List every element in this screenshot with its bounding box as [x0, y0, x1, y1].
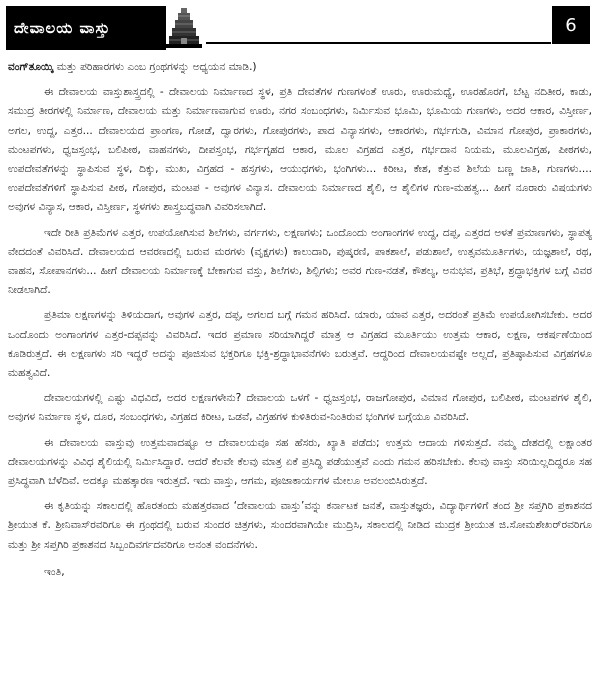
paragraph: [8, 58, 592, 77]
paragraph: ದೇವಾಲಯಗಳಲ್ಲಿ ಎಷ್ಟು ವಿಧವಿದೆ, ಅದರ ಲಕ್ಷಣಗಳೇನು? ದೇವಾಲಯ ಒಳಗೆ - ಧ್ವಜಸ್ತಂಭ, ರಾಜಗೋಪುರ, ವಿಮಾನ ಗೋಪುರ, ಬಲಿಪೀಠ, ಮಂಟಪಗಳ ಶೈಲಿ, ಅವುಗಳ ನಿರ್ಮಾಣ ಸ್ಥಳ, ದೂರ, ಸಂಬಂಧಗಳು, ವಿಗ್ರಹದ ಕಿರೀಟ, ಒಡವೆ, ವಿಗ್ರಹಗಳ ಕುಳಿತಿರುವ-ನಿಂತಿರುವ ಭಂಗಿಗಳ ಬಗ್ಗೆಯೂ ವಿವರಿಸಿದೆ.: [8, 392, 592, 424]
paragraph: ಈ ದೇವಾಲಯ ವಾಸ್ತುಶಾಸ್ತ್ರದಲ್ಲಿ - ದೇವಾಲಯ ನಿರ್ಮಾಣದ ಸ್ಥಳ, ಪ್ರತಿ ದೇವತೆಗಳ ಗುಣಗಳಂತೆ ಊರು, ಊರುಮಧ್ಯೆ, ಊರಹೊರಗೆ, ಬೆಟ್ಟ ನದಿತೀರ, ಕಾಡು, ಸಮುದ್ರ ತೀರಗಳಲ್ಲಿ ನಿರ್ಮಾಣ, ದೇವಾಲಯ ಮತ್ತು ನಿರ್ಮಾಣವಾಗುವ ಊರು, ನಗರ ಸಂಬಂಧಗಳು, ನಿರ್ಮಿಸುವ ಭೂಮಿ, ಭೂಮಿಯ ಗುಣಗಳು, ಅದರ ಆಕಾರ, ವಿಸ್ತೀರ್ಣ, ಅಗಲ, ಉದ್ದ, ಎತ್ತರ... ದೇವಾಲಯದ ಪ್ರಾಂಗಣ, ಗೋಡೆ, ದ್ವಾರಗಳು, ಗೋಪುರಗಳು, ಪಾದ ವಿನ್ಯಾಸಗಳು, ಆಕಾರಗಳು, ಗರ್ಭಗುಡಿ, ವಿಮಾನ ಗೋಪುರ, ಪ್ರಾಕಾರಗಳು, ಮಂಟಪಗಳು, ಧ್ವಜಸ್ತಂಭ, ಬಲಿಪೀಠ, ವಾಹನಗಳು, ದೀಪಸ್ತಂಭ, ಗರ್ಭಗೃಹದ ಆಕಾರ, ಮೂಲ ವಿಗ್ರಹದ ಎತ್ತರ, ಗರ್ಭದಾನ ನಿಯಮ, ಮೂಲವಿಗ್ರಹ, ಪೀಠಗಳು, ಉಪದೇವತೆಗಳನ್ನು ಸ್ಥಾಪಿಸುವ ಸ್ಥಳ, ದಿಕ್ಕು, ಮುಖ, ವಿಗ್ರಹದ - ಹಸ್ತಗಳು, ಆಯುಧಗಳು, ಭಂಗಿಗಳು... ಕಿರೀಟ, ಕೇಶ, ಕೆತ್ತುವ ಶಿಲೆಯ ಬಣ್ಣ ಜಾತಿ, ಗುಣಗಳು.... ಉಪದೇವತೆಗಳಿಗೆ ಸ್ಥಾಪಿಸುವ ಪೀಠ, ಗೋಪುರ, ಮಂಟಪ - ಅವುಗಳ ವಿನ್ಯಾಸ. ದೇವಾಲಯ ನಿರ್ಮಾಣದ ಶೈಲಿ, ಆ ಶೈಲಿಗಳ ಗುಣ-ಮಹತ್ವ... ಹೀಗೆ ನೂರಾರು ವಿಷಯಗಳು ಅವುಗಳ ವಿನ್ಯಾಸ, ಆಕಾರ, ವಿಸ್ತೀರ್ಣ, ಸ್ಥಳಗಳು ಶಾಸ್ತ್ರಬದ್ಧವಾಗಿ ವಿವರಿಸಲಾಗಿದೆ.: [8, 86, 592, 214]
body-text: [8, 58, 592, 588]
paragraph: ಪ್ರತಿಮಾ ಲಕ್ಷಣಗಳನ್ನು ತಿಳಿಯದಾಗ, ಅವುಗಳ ಎತ್ತರ, ದಪ್ಪ, ಅಗಲದ ಬಗ್ಗೆ ಗಮನ ಹರಿಸಿದೆ. ಯಾರು, ಯಾವ ಎತ್ತರ, ಅದರಂತೆ ಪ್ರತಿಮೆ ಉಪಯೋಗಿಸಬೇಕು. ಅದರ ಒಂದೊಂದು ಅಂಗಾಂಗಗಳ ಎತ್ತರ-ದಪ್ಪವನ್ನು ವಿವರಿಸಿದೆ. ಇದರ ಪ್ರಮಾಣ ಸರಿಯಾಗಿದ್ದರೆ ಮಾತ್ರ ಆ ವಿಗ್ರಹದ ಮೂರ್ತಿಯು ಉತ್ತಮ ಆಕಾರ, ಲಕ್ಷಣ, ಆಕರ್ಷಣೆಯಿಂದ ಕೂಡಿರುತ್ತದೆ. ಈ ಲಕ್ಷಣಗಳು ಸರಿ ಇದ್ದರೆ ಅದನ್ನು ಪೂಜಿಸುವ ಭಕ್ತರಿಗೂ ಭಕ್ತಿ-ಶ್ರದ್ಧಾಭಾವನೆಗಳು ಬರುತ್ತವೆ. ಆದ್ದರಿಂದ ದೇವಾಲಯವಷ್ಟೇ ಅಲ್ಲದೆ, ಪ್ರತಿಷ್ಠಾಪಿಸುವ ವಿಗ್ರಹಗಳೂ ಮಹತ್ವವಿದೆ.: [8, 309, 592, 380]
paragraph: ಇದೇ ರೀತಿ ಪ್ರತಿಮೆಗಳ ಎತ್ತರ, ಉಪಯೋಗಿಸುವ ಶಿಲೆಗಳು, ವರ್ಗಗಳು, ಲಕ್ಷಣಗಳು; ಒಂದೊಂದು ಅಂಗಾಂಗಗಳ ಉದ್ದ, ದಪ್ಪ, ಎತ್ತರದ ಅಳತೆ ಪ್ರಮಾಣಗಳು, ಸ್ಥಾಪತ್ಯ ವೇದದಂತೆ ವಿವರಿಸಿದೆ. ದೇವಾಲಯದ ಆವರಣದಲ್ಲಿ ಬರುವ ಮರಗಳು (ವೃಕ್ಷಗಳು) ಕಾಲುದಾರಿ, ಪುಷ್ಕರಣಿ, ಪಾಕಶಾಲೆ, ಪಡುಶಾಲೆ, ಉತ್ಸವಮೂರ್ತಿಗಳು, ಯಜ್ಞಶಾಲೆ, ರಥ, ವಾಹನ, ಸೋಪಾನಗಳು... ಹೀಗೆ ದೇವಾಲಯ ನಿರ್ಮಾಣಕ್ಕೆ ಬೇಕಾಗುವ ವಸ್ತು, ಶಿಲೆಗಳು, ಶಿಲ್ಪಿಗಳು; ಅವರ ಗುಣ-ನಡತೆ, ಕೌಶಲ್ಯ, ಅನುಭವ, ಪ್ರತಿಭೆ, ಶ್ರದ್ಧಾಭಕ್ತಿಗಳ ಬಗ್ಗೆ ವಿವರ ನೀಡಲಾಗಿದೆ.: [8, 226, 592, 297]
paragraph: ಈ ಕೃತಿಯನ್ನು ಸಕಾಲದಲ್ಲಿ ಹೊರತಂದು ಮಹತ್ತರವಾದ ‘ದೇವಾಲಯ ವಾಸ್ತು’ವನ್ನು ಕರ್ನಾಟಕ ಜನತೆ, ವಾಸ್ತುತಜ್ಞರು, ವಿದ್ಯಾರ್ಥಿಗಳಿಗೆ ತಂದ ಶ್ರೀ ಸಪ್ತಗಿರಿ ಪ್ರಕಾಶನದ ಶ್ರೀಯುತ ಕೆ. ಶ್ರೀನಿವಾಸ್‌ರವರಿಗೂ ಈ ಗ್ರಂಥದಲ್ಲಿ ಬರುವ ಸುಂದರ ಚಿತ್ರಗಳು, ಸುಂದರವಾಗಿಯೇ ಮುದ್ರಿಸಿ, ಸಕಾಲದಲ್ಲಿ ನೀಡಿದ ಮುದ್ರಕ ಶ್ರೀಯುತ ಜಿ.ಸೋಮಶೇಖರ್‌ರವರಿಗೂ ಮತ್ತು ಶ್ರೀ ಸಪ್ತಗಿರಿ ಪ್ರಕಾಶನದ ಸಿಬ್ಬಂದಿವರ್ಗದವರಿಗೂ ಅನಂತ ವಂದನೆಗಳು.: [8, 500, 592, 551]
paragraph: ಈ ದೇವಾಲಯ ವಾಸ್ತುವು ಉತ್ತಮವಾದಷ್ಟೂ ಆ ದೇವಾಲಯವೂ ಸಹ ಹೆಸರು, ಖ್ಯಾತಿ ಪಡೆದು; ಉತ್ತಮ ಆದಾಯ ಗಳಿಸುತ್ತದೆ. ನಮ್ಮ ದೇಶದಲ್ಲಿ ಲಕ್ಷಾಂತರ ದೇವಾಲಯಗಳನ್ನು ವಿವಿಧ ಶೈಲಿಯಲ್ಲಿ ನಿರ್ಮಿಸಿದ್ದಾರೆ. ಆದರೆ ಕೆಲವೇ ಕೆಲವು ಮಾತ್ರ ಏಕೆ ಪ್ರಸಿದ್ಧಿ ಪಡೆಯುತ್ತವೆ ಎಂದು ಗಮನ ಹರಿಸಬೇಕು. ಕೆಲವು ವಾಸ್ತು ಸರಿಯಿಲ್ಲದಿದ್ದರೂ ಸಹ ಪ್ರಸಿದ್ಧವಾಗಿ ಬೆಳೆದಿವೆ. ಅದಕ್ಕೂ ಮಹತ್ಕಾರಣ ಇರುತ್ತದೆ. ಇದು ವಾಸ್ತು, ಆಗಮ, ಪೂಜಾಕಾರ್ಯಗಳ ಮೇಲೂ ಅವಲಂಬಿಸಿರುತ್ತದೆ.: [8, 436, 592, 488]
page-number: 6: [552, 6, 590, 44]
paragraph-text: ಮತ್ತು ಪರಿಹಾರಗಳು ಎಂಬ ಗ್ರಂಥಗಳನ್ನು ಅಧ್ಯಯನ ಮಾಡಿ.): [53, 61, 257, 73]
page-header: [6, 6, 594, 52]
paragraph-lead: ವಂಗ್‌ತೂಯ್ಕಿ: [8, 61, 54, 73]
closing-line: ಇಂತಿ,: [44, 565, 65, 578]
running-title: ದೇವಾಲಯ ವಾಸ್ತು: [6, 6, 166, 50]
temple-tower-icon: [166, 6, 202, 48]
header-rule: [206, 42, 551, 44]
